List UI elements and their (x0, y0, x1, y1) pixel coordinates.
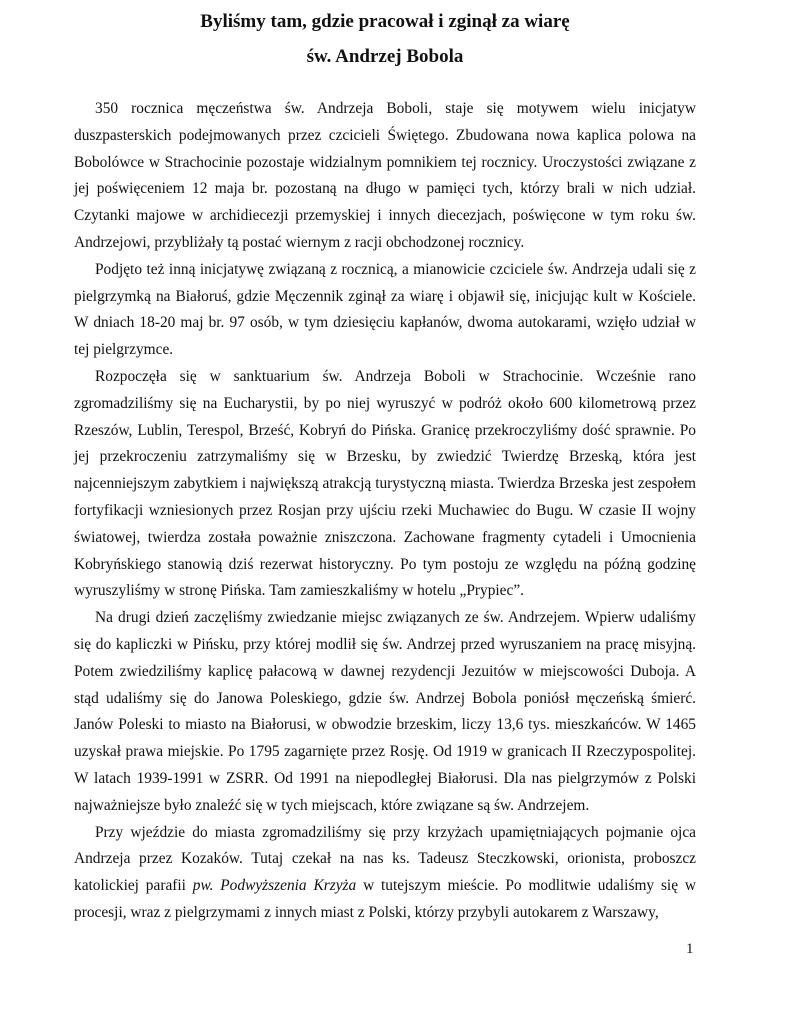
document-title-line-1: Byliśmy tam, gdzie pracował i zginął za wiarę (200, 11, 570, 32)
paragraph: Rozpoczęła się w sanktuarium św. Andrzeja Boboli w Strachocinie. Wcześnie rano zgromadziliśmy się na Eucharystii, by po niej wyruszyć w podróż około 600 kilometrową przez Rzeszów, Lublin, Terespol, Brześć, Kobryń do Pińska. Granicę przekroczyliśmy dość sprawnie. Po jej przekroczeniu zatrzymaliśmy się w Brzesku, by zwiedzić Twierdzę Brzeską, która jest najcenniejszym zabytkiem i największą atrakcją turystyczną miasta. Twierdza Brzeska jest zespołem fortyfikacji wzniesionych przez Rosjan przy ujściu rzeki Muchawiec do Bugu. W czasie II wojny światowej, twierdza została poważnie zniszczona. Zachowane fragmenty cytadeli i Umocnienia Kobryńskiego stanowią dziś rezerwat historyczny. Po tym postoju ze względu na późną godzinę wyruszyliśmy w stronę Pińska. Tam zamieszkaliśmy w hotelu „Prypiec”. (74, 367, 696, 600)
paragraph-text: w tutejszym mieście. Po modlitwie udaliśmy się w procesji, wraz z pielgrzymami z innych miast z Polski, którzy przybyli autokarem z Warszawy, (74, 877, 696, 921)
paragraph: Podjęto też inną inicjatywę związaną z rocznicą, a mianowicie czciciele św. Andrzeja udali się z pielgrzymką na Białoruś, gdzie Męczennik zginął za wiarę i objawił się, inicjując kult w Kościele. W dniach 18-20 maj br. 97 osób, w tym dziesięciu kapłanów, dwoma autokarami, wzięło udział w tej pielgrzymce. (74, 260, 696, 359)
document-title-line-2: św. Andrzej Bobola (306, 46, 464, 67)
paragraph: 350 rocznica męczeństwa św. Andrzeja Boboli, staje się motywem wielu inicjatyw duszpasterskich podejmowanych przez czcicieli Świętego. Zbudowana nowa kaplica polowa na Bobolówce w Strachocinie pozostaje widzialnym pomnikiem tej rocznicy. Uroczystości związane z jej poświęceniem 12 maja br. pozostaną na długo w pamięci tych, którzy brali w nich udział. Czytanki majowe w archidiecezji przemyskiej i innych diecezjach, poświęcone w tym roku św. Andrzejowi, przybliżały tą postać wiernym z racji obchodzonej rocznicy. (74, 100, 696, 251)
parish-name-italic: pw. Podwyższenia Krzyża (192, 877, 357, 895)
paragraph (74, 820, 696, 927)
paragraph-text: Przy wjeździe do miasta zgromadziliśmy się przy krzyżach upamiętniających pojmanie ojca Andrzeja przez Kozaków. Tutaj czekał na nas ks. Tadeusz Steczkowski, orionista, proboszcz katolickiej parafii (74, 823, 696, 895)
paragraph: Na drugi dzień zaczęliśmy zwiedzanie miejsc związanych ze św. Andrzejem. Wpierw udaliśmy się do kapliczki w Pińsku, przy której modlił się św. Andrzej przed wyruszaniem na pracę misyjną. Potem zwiedziliśmy kaplicę pałacową w dawnej rezydencji Jezuitów w miejscowości Duboja. A stąd udaliśmy się do Janowa Poleskiego, gdzie św. Andrzej Bobola poniósł męczeńską śmierć. Janów Poleski to miasto na Białorusi, w obwodzie brzeskim, liczy 13,6 tys. mieszkańców. W 1465 uzyskał prawa miejskie. Po 1795 zagarnięte przez Rosję. Od 1919 w granicach II Rzeczypospolitej. W latach 1939-1991 w ZSRR. Od 1991 na niepodległej Białorusi. Dla nas pielgrzymów z Polski najważniejsze było znaleźć się w tych miejscach, które związane są św. Andrzejem. (74, 609, 696, 814)
page-number: 1 (686, 941, 694, 957)
document-body (74, 96, 696, 927)
